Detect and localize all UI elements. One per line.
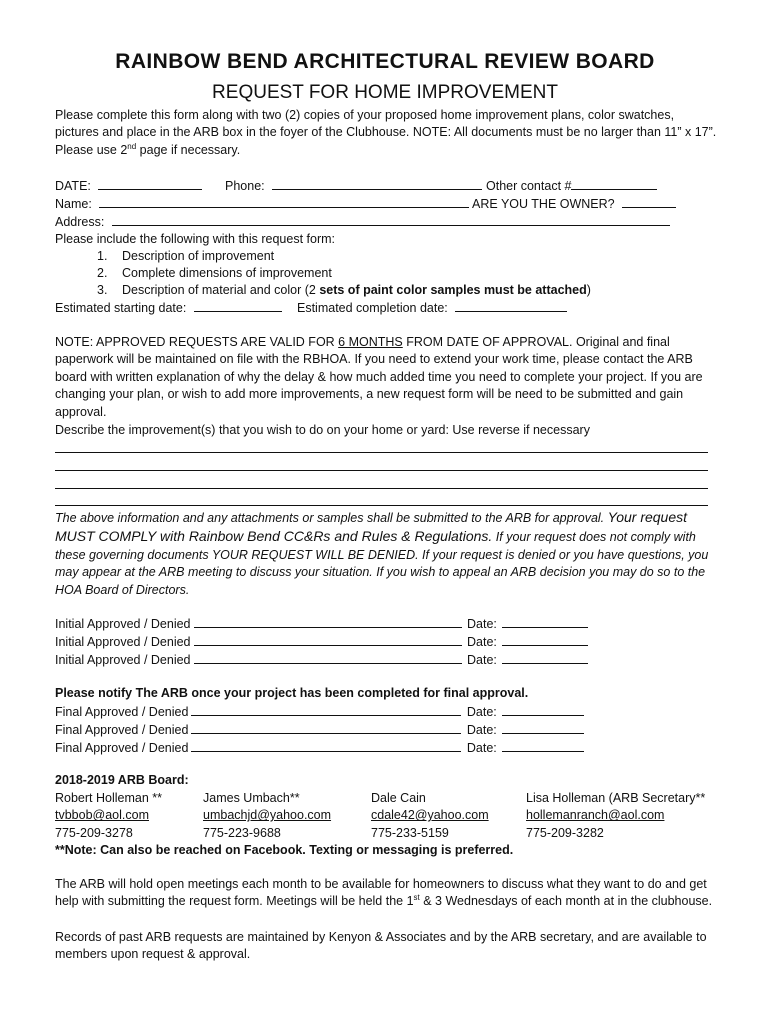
- include-item-number: 3.: [97, 283, 108, 297]
- include-intro: Please include the following with this request form:: [55, 232, 336, 246]
- page-subtitle: REQUEST FOR HOME IMPROVEMENT: [212, 82, 558, 103]
- final-approval-signature[interactable]: [191, 721, 461, 734]
- compliance-text: The above information and any attachments or samples shall be submitted to the ARB for approval.: [55, 511, 608, 525]
- board-member: [526, 790, 705, 842]
- owner-field[interactable]: [622, 195, 676, 208]
- completion-date-label: Estimated completion date:: [297, 301, 448, 315]
- meetings-paragraph: [55, 876, 720, 911]
- description-line[interactable]: [55, 488, 708, 489]
- final-approval-date[interactable]: [502, 703, 584, 716]
- initial-approval-signature[interactable]: [194, 651, 462, 664]
- initial-approval-signature[interactable]: [194, 615, 462, 628]
- initial-approval-date[interactable]: [502, 651, 588, 664]
- member-name: Robert Holleman **: [55, 791, 162, 805]
- final-approval-row: [55, 739, 584, 757]
- initial-approval-date[interactable]: [502, 615, 588, 628]
- final-approval-label: Final Approved / Denied: [55, 741, 189, 755]
- member-name: Lisa Holleman (ARB Secretary**: [526, 791, 706, 805]
- other-contact-field[interactable]: [571, 177, 657, 190]
- include-item-text: Description of material and color (2: [122, 283, 320, 297]
- member-name: James Umbach**: [203, 791, 300, 805]
- include-item-close: ): [586, 283, 591, 297]
- phone-label: Phone:: [225, 179, 265, 193]
- member-phone: 775-233-5159: [371, 825, 449, 840]
- compliance-text-end: If your request does not comply with these governing documents YOUR REQUEST WILL BE DENIED. If your request is denied or you have questions, you may appear at the ARB meeting to discuss your situation. If you wish to appeal an ARB decision you may do so to the HOA Board of Directors.: [55, 529, 709, 598]
- completion-date-field[interactable]: [455, 299, 567, 312]
- final-approval-date[interactable]: [502, 721, 584, 734]
- final-approval-signature[interactable]: [191, 739, 461, 752]
- member-email-link[interactable]: cdale42@yahoo.com: [371, 808, 489, 823]
- meetings-text: The ARB will hold open meetings each month to be available for homeowners to discuss what they want to do and get help with submitting the request form. Meetings will be held the 1: [55, 877, 707, 909]
- board-member: [371, 790, 489, 842]
- describe-label: Describe the improvement(s) that you wish to do on your home or yard: Use reverse if necessary: [55, 423, 590, 437]
- start-date-label: Estimated starting date:: [55, 301, 187, 315]
- final-approval-signature[interactable]: [191, 703, 461, 716]
- date-label: Date:: [467, 617, 497, 631]
- final-approval-row: [55, 721, 584, 739]
- other-contact-row: [486, 177, 657, 195]
- date-label: Date:: [467, 635, 497, 649]
- intro-superscript: nd: [127, 141, 137, 151]
- date-label: Date:: [467, 653, 497, 667]
- include-item: [97, 282, 591, 299]
- final-approval-label: Final Approved / Denied: [55, 723, 189, 737]
- other-contact-label: Other contact #: [486, 179, 572, 193]
- page-title: RAINBOW BEND ARCHITECTURAL REVIEW BOARD: [115, 50, 655, 73]
- final-approval-label: Final Approved / Denied: [55, 705, 189, 719]
- final-approval-date[interactable]: [502, 739, 584, 752]
- member-name: Dale Cain: [371, 791, 426, 805]
- initial-approval-date[interactable]: [502, 633, 588, 646]
- validity-note: [55, 334, 720, 421]
- records-paragraph: Records of past ARB requests are maintained by Kenyon & Associates and by the ARB secretary, and are available to members upon request & approval.: [55, 930, 707, 962]
- board-title: 2018-2019 ARB Board:: [55, 773, 189, 787]
- intro-paragraph: [55, 107, 720, 159]
- initial-approval-label: Initial Approved / Denied: [55, 617, 191, 631]
- member-email-link[interactable]: tvbbob@aol.com: [55, 808, 149, 823]
- name-row: [55, 195, 469, 213]
- address-row: [55, 213, 670, 231]
- meetings-superscript: st: [413, 893, 420, 903]
- phone-row: [225, 177, 482, 195]
- member-phone: 775-223-9688: [203, 825, 281, 840]
- date-field[interactable]: [98, 177, 202, 190]
- include-item-emphasis: sets of paint color samples must be attached: [319, 283, 587, 297]
- description-line[interactable]: [55, 470, 708, 471]
- compliance-paragraph: [55, 509, 720, 600]
- final-approval-row: [55, 703, 584, 721]
- initial-approval-row: [55, 651, 588, 669]
- name-label: Name:: [55, 197, 92, 211]
- note-emphasis: 6 MONTHS: [338, 335, 403, 349]
- board-contact-note: **Note: Can also be reached on Facebook. Texting or messaging is preferred.: [55, 843, 514, 857]
- address-field[interactable]: [112, 213, 670, 226]
- include-item: [97, 248, 274, 265]
- date-label: Date:: [466, 741, 497, 755]
- compliance-emphasis: Your request MUST COMPLY with Rainbow Bend CC&Rs and Rules & Regulations.: [55, 509, 688, 544]
- meetings-text-end: & 3 Wednesdays of each month at in the clubhouse.: [419, 894, 713, 909]
- include-item-text: Description of improvement: [122, 249, 275, 263]
- owner-row: [472, 195, 676, 213]
- initial-approval-signature[interactable]: [194, 633, 462, 646]
- intro-text: Please complete this form along with two (2) copies of your proposed home improvement plans, color swatches, pictures and place in the ARB box in the foyer of the Clubhouse. NOTE: All documents must be no larger than 11” x 17”. Please use 2: [55, 108, 717, 157]
- initial-approval-label: Initial Approved / Denied: [55, 635, 191, 649]
- member-email-link[interactable]: hollemanranch@aol.com: [526, 808, 665, 823]
- completion-date-row: [297, 299, 567, 317]
- include-item: [97, 265, 332, 282]
- date-label: Date:: [466, 705, 497, 719]
- include-item-text: Complete dimensions of improvement: [122, 266, 332, 280]
- initial-approval-label: Initial Approved / Denied: [55, 653, 191, 667]
- owner-label: ARE YOU THE OWNER?: [472, 197, 615, 211]
- include-item-number: 2.: [97, 266, 108, 280]
- initial-approval-row: [55, 615, 588, 633]
- date-label: DATE:: [55, 179, 91, 193]
- date-row: [55, 177, 202, 195]
- description-line[interactable]: [55, 452, 708, 453]
- member-phone: 775-209-3282: [526, 825, 604, 840]
- note-text: NOTE: APPROVED REQUESTS ARE VALID FOR: [55, 335, 339, 349]
- date-label: Date:: [466, 723, 497, 737]
- phone-field[interactable]: [272, 177, 482, 190]
- initial-approval-row: [55, 633, 588, 651]
- note-text-end: FROM DATE OF APPROVAL. Original and final paperwork will be maintained on file with the RBHOA. If you need to extend your work time, please contact the ARB board with written explanation of why the delay & how much added time you need to complete your project. If you are changing your plan, or wish to add more improvements, a new request form will be need to be submitted and gain approval.: [55, 335, 703, 419]
- description-line[interactable]: [55, 505, 708, 506]
- address-label: Address:: [55, 215, 105, 229]
- final-approval-notice: Please notify The ARB once your project has been completed for final approval.: [55, 686, 529, 700]
- name-field[interactable]: [99, 195, 469, 208]
- board-member: [203, 790, 331, 842]
- start-date-row: [55, 299, 282, 317]
- include-item-number: 1.: [97, 249, 108, 263]
- board-member: [55, 790, 162, 842]
- intro-text-end: page if necessary.: [136, 142, 241, 157]
- start-date-field[interactable]: [194, 299, 282, 312]
- member-email-link[interactable]: umbachjd@yahoo.com: [203, 808, 332, 823]
- member-phone: 775-209-3278: [55, 825, 133, 840]
